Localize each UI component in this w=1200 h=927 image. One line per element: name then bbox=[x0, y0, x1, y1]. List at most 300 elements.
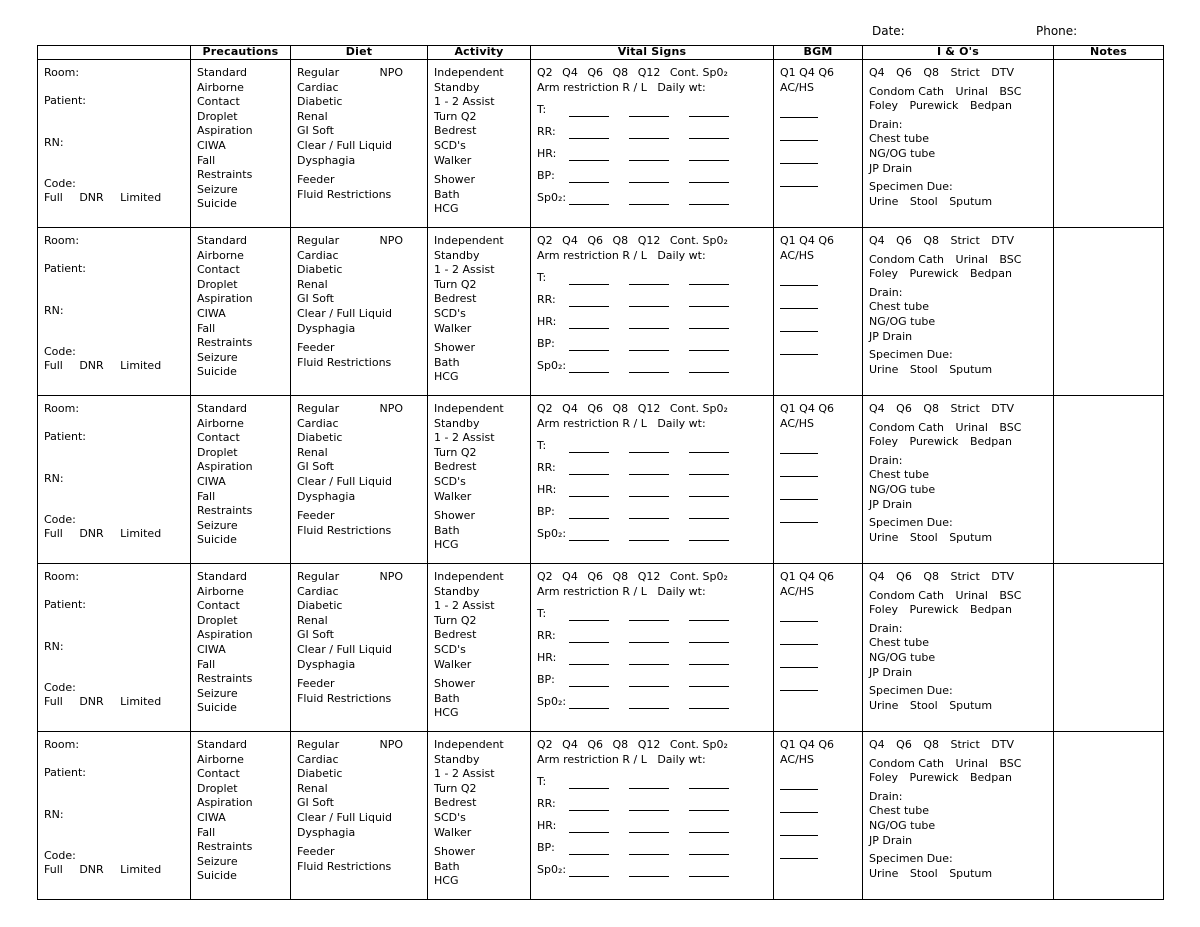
vital-row-hr[interactable] bbox=[537, 139, 769, 161]
code-option-dnr[interactable]: DNR bbox=[79, 359, 104, 373]
activity-item[interactable]: 1 - 2 Assist bbox=[434, 599, 495, 613]
io-freq-option[interactable]: Strict bbox=[950, 66, 980, 79]
bgm-freq-option[interactable]: Q4 bbox=[799, 570, 815, 583]
diet-item[interactable]: GI Soft bbox=[297, 460, 334, 474]
io-option[interactable]: Foley bbox=[869, 435, 898, 449]
activity-item[interactable]: Independent bbox=[434, 738, 504, 751]
vital-row-bp[interactable] bbox=[537, 161, 769, 183]
specimen-option[interactable]: Sputum bbox=[949, 866, 993, 880]
vital-row-spo2[interactable] bbox=[537, 855, 769, 877]
precaution-item[interactable]: Seizure bbox=[197, 350, 238, 364]
vital-freq-option[interactable]: Q2 bbox=[537, 234, 553, 247]
diet-item-npo[interactable]: NPO bbox=[379, 66, 403, 79]
specimen-option[interactable]: Urine bbox=[869, 698, 899, 712]
code-option-full[interactable]: Full bbox=[44, 191, 63, 205]
specimen-option[interactable]: Stool bbox=[909, 866, 938, 880]
diet-item[interactable]: Cardiac bbox=[297, 80, 339, 94]
diet-item[interactable]: Diabetic bbox=[297, 431, 343, 445]
activity-item[interactable]: HCG bbox=[434, 538, 459, 552]
io-freq-option[interactable]: Strict bbox=[950, 402, 980, 415]
vital-row-bp[interactable] bbox=[537, 497, 769, 519]
precaution-item[interactable]: Suicide bbox=[197, 869, 237, 883]
code-option-limited[interactable]: Limited bbox=[120, 863, 162, 877]
bgm-entry[interactable] bbox=[780, 668, 818, 691]
code-option-full[interactable]: Full bbox=[44, 863, 63, 877]
vital-row-bp[interactable] bbox=[537, 833, 769, 855]
activity-item[interactable]: 1 - 2 Assist bbox=[434, 767, 495, 781]
diet-item[interactable]: Cardiac bbox=[297, 584, 339, 598]
diet-item[interactable]: Cardiac bbox=[297, 416, 339, 430]
diet-item[interactable]: Renal bbox=[297, 781, 328, 795]
activity-item[interactable]: SCD's bbox=[434, 306, 466, 320]
activity-item[interactable]: HCG bbox=[434, 874, 459, 888]
vital-freq-option[interactable]: Q6 bbox=[587, 234, 604, 247]
bgm-entry[interactable] bbox=[780, 790, 818, 813]
drain-item[interactable]: NG/OG tube bbox=[869, 650, 936, 664]
io-option[interactable]: Foley bbox=[869, 267, 898, 281]
diet-item[interactable]: GI Soft bbox=[297, 124, 334, 138]
io-freq-option[interactable]: Strict bbox=[950, 570, 980, 583]
io-freq-option[interactable]: Q6 bbox=[896, 66, 912, 79]
bgm-entry[interactable] bbox=[780, 332, 818, 355]
precaution-item[interactable]: Aspiration bbox=[197, 292, 253, 306]
vital-row-hr[interactable] bbox=[537, 307, 769, 329]
precaution-item[interactable]: CIWA bbox=[197, 474, 226, 488]
precaution-item[interactable]: Fall bbox=[197, 489, 216, 503]
vital-row-spo2[interactable] bbox=[537, 519, 769, 541]
vital-freq-option[interactable]: Q6 bbox=[587, 570, 604, 583]
vital-freq-option[interactable]: Q2 bbox=[537, 66, 553, 79]
vital-freq-option[interactable]: Q4 bbox=[562, 66, 578, 79]
io-freq-option[interactable]: DTV bbox=[991, 66, 1014, 79]
diet-item-regular[interactable]: Regular bbox=[297, 570, 340, 583]
diet-item[interactable]: Renal bbox=[297, 445, 328, 459]
vital-freq-option[interactable]: Q8 bbox=[612, 402, 629, 415]
io-option[interactable]: Purewick bbox=[909, 603, 959, 617]
specimen-option[interactable]: Stool bbox=[909, 698, 938, 712]
precaution-item[interactable]: Droplet bbox=[197, 109, 238, 123]
activity-item[interactable]: Bedrest bbox=[434, 628, 477, 642]
precaution-item[interactable]: Contact bbox=[197, 599, 240, 613]
bgm-entry[interactable] bbox=[780, 645, 818, 668]
activity-item[interactable]: Bath bbox=[434, 187, 460, 201]
diet-item[interactable]: Clear / Full Liquid bbox=[297, 810, 392, 824]
notes-cell[interactable] bbox=[1054, 732, 1164, 900]
vital-freq-option[interactable]: Q2 bbox=[537, 570, 553, 583]
precaution-item[interactable]: Restraints bbox=[197, 336, 253, 350]
vital-row-temp[interactable] bbox=[537, 599, 769, 621]
drain-item[interactable]: JP Drain bbox=[869, 329, 913, 343]
drain-item[interactable]: JP Drain bbox=[869, 497, 913, 511]
diet-item[interactable]: Dysphagia bbox=[297, 153, 356, 167]
activity-item[interactable]: Shower bbox=[434, 677, 475, 691]
bgm-freq-option[interactable]: Q1 bbox=[780, 402, 796, 415]
diet-item[interactable]: Cardiac bbox=[297, 248, 339, 262]
drain-item[interactable]: Chest tube bbox=[869, 468, 929, 482]
code-option-dnr[interactable]: DNR bbox=[79, 863, 104, 877]
io-option[interactable]: Condom Cath bbox=[869, 756, 945, 770]
precaution-item[interactable]: Restraints bbox=[197, 504, 253, 518]
io-option[interactable]: Urinal bbox=[955, 756, 988, 770]
bgm-entry[interactable] bbox=[780, 836, 818, 859]
activity-item[interactable]: Turn Q2 bbox=[434, 277, 477, 291]
activity-item[interactable]: Standby bbox=[434, 248, 480, 262]
vital-arm-restriction[interactable]: Arm restriction R / L bbox=[537, 416, 647, 430]
bgm-freq-option[interactable]: Q1 bbox=[780, 738, 796, 751]
vital-row-spo2[interactable] bbox=[537, 351, 769, 373]
diet-item[interactable]: Dysphagia bbox=[297, 489, 356, 503]
bgm-ac-hs[interactable]: AC/HS bbox=[780, 416, 814, 430]
precaution-item[interactable]: Droplet bbox=[197, 445, 238, 459]
io-freq-option[interactable]: Q8 bbox=[923, 234, 940, 247]
activity-item[interactable]: Turn Q2 bbox=[434, 781, 477, 795]
activity-item[interactable]: 1 - 2 Assist bbox=[434, 95, 495, 109]
diet-item[interactable]: Renal bbox=[297, 277, 328, 291]
bgm-freq-option[interactable]: Q6 bbox=[818, 66, 835, 79]
code-option-full[interactable]: Full bbox=[44, 695, 63, 709]
io-option[interactable]: Bedpan bbox=[969, 267, 1012, 281]
activity-item[interactable]: Bath bbox=[434, 691, 460, 705]
io-option[interactable]: Purewick bbox=[909, 99, 959, 113]
precaution-item[interactable]: Droplet bbox=[197, 613, 238, 627]
diet-item[interactable]: Clear / Full Liquid bbox=[297, 642, 392, 656]
vital-row-rr[interactable] bbox=[537, 453, 769, 475]
vital-freq-option[interactable]: Q4 bbox=[562, 402, 578, 415]
vital-cont-spo2[interactable]: Cont. Sp0₂ bbox=[669, 66, 728, 79]
activity-item[interactable]: Walker bbox=[434, 825, 472, 839]
diet-item[interactable]: Dysphagia bbox=[297, 321, 356, 335]
precaution-item[interactable]: Fall bbox=[197, 825, 216, 839]
vital-row-hr[interactable] bbox=[537, 811, 769, 833]
vital-freq-option[interactable]: Q8 bbox=[612, 66, 629, 79]
vital-row-rr[interactable] bbox=[537, 285, 769, 307]
io-option[interactable]: Urinal bbox=[955, 84, 988, 98]
activity-item[interactable]: 1 - 2 Assist bbox=[434, 431, 495, 445]
bgm-freq-option[interactable]: Q6 bbox=[818, 738, 835, 751]
io-option[interactable]: BSC bbox=[999, 588, 1022, 602]
io-freq-option[interactable]: Q8 bbox=[923, 66, 940, 79]
vital-cont-spo2[interactable]: Cont. Sp0₂ bbox=[669, 402, 728, 415]
specimen-option[interactable]: Urine bbox=[869, 866, 899, 880]
bgm-entry[interactable] bbox=[780, 431, 818, 454]
drain-item[interactable]: Chest tube bbox=[869, 132, 929, 146]
specimen-option[interactable]: Sputum bbox=[949, 194, 993, 208]
vital-row-temp[interactable] bbox=[537, 95, 769, 117]
bgm-entry[interactable] bbox=[780, 141, 818, 164]
bgm-entry[interactable] bbox=[780, 767, 818, 790]
bgm-freq-option[interactable]: Q6 bbox=[818, 402, 835, 415]
vital-row-spo2[interactable] bbox=[537, 687, 769, 709]
activity-item[interactable]: Turn Q2 bbox=[434, 613, 477, 627]
bgm-entry[interactable] bbox=[780, 309, 818, 332]
io-freq-option[interactable]: Q8 bbox=[923, 738, 940, 751]
vital-cont-spo2[interactable]: Cont. Sp0₂ bbox=[669, 234, 728, 247]
patient-info-cell[interactable] bbox=[38, 564, 191, 732]
io-option[interactable]: Bedpan bbox=[969, 435, 1012, 449]
vital-freq-option[interactable]: Q12 bbox=[637, 738, 661, 751]
io-freq-option[interactable]: DTV bbox=[991, 402, 1014, 415]
diet-item[interactable]: Fluid Restrictions bbox=[297, 691, 392, 705]
precaution-item[interactable]: Airborne bbox=[197, 416, 244, 430]
patient-info-cell[interactable] bbox=[38, 396, 191, 564]
precaution-item[interactable]: Standard bbox=[197, 402, 248, 415]
io-freq-option[interactable]: Q6 bbox=[896, 234, 912, 247]
activity-item[interactable]: Shower bbox=[434, 509, 475, 523]
code-option-limited[interactable]: Limited bbox=[120, 527, 162, 541]
io-freq-option[interactable]: Q4 bbox=[869, 570, 885, 583]
precaution-item[interactable]: Fall bbox=[197, 657, 216, 671]
precaution-item[interactable]: Droplet bbox=[197, 781, 238, 795]
vital-row-hr[interactable] bbox=[537, 475, 769, 497]
precaution-item[interactable]: Standard bbox=[197, 234, 248, 247]
precaution-item[interactable]: Suicide bbox=[197, 701, 237, 715]
vital-row-spo2[interactable] bbox=[537, 183, 769, 205]
notes-cell[interactable] bbox=[1054, 60, 1164, 228]
diet-item[interactable]: Clear / Full Liquid bbox=[297, 138, 392, 152]
precaution-item[interactable]: CIWA bbox=[197, 810, 226, 824]
specimen-option[interactable]: Stool bbox=[909, 362, 938, 376]
precaution-item[interactable]: Standard bbox=[197, 738, 248, 751]
diet-item[interactable]: Dysphagia bbox=[297, 657, 356, 671]
precaution-item[interactable]: Seizure bbox=[197, 686, 238, 700]
io-freq-option[interactable]: Q8 bbox=[923, 402, 940, 415]
activity-item[interactable]: SCD's bbox=[434, 474, 466, 488]
drain-item[interactable]: NG/OG tube bbox=[869, 818, 936, 832]
io-option[interactable]: BSC bbox=[999, 84, 1022, 98]
io-option[interactable]: Condom Cath bbox=[869, 252, 945, 266]
specimen-option[interactable]: Sputum bbox=[949, 362, 993, 376]
io-option[interactable]: Foley bbox=[869, 603, 898, 617]
io-option[interactable]: Foley bbox=[869, 99, 898, 113]
specimen-option[interactable]: Sputum bbox=[949, 698, 993, 712]
diet-item[interactable]: Feeder bbox=[297, 509, 335, 523]
vital-daily-weight[interactable]: Daily wt: bbox=[657, 416, 706, 430]
diet-item-npo[interactable]: NPO bbox=[379, 402, 403, 415]
vital-row-temp[interactable] bbox=[537, 431, 769, 453]
patient-info-cell[interactable] bbox=[38, 60, 191, 228]
vital-freq-option[interactable]: Q8 bbox=[612, 738, 629, 751]
bgm-entry[interactable] bbox=[780, 164, 818, 187]
precaution-item[interactable]: Contact bbox=[197, 767, 240, 781]
vital-freq-option[interactable]: Q2 bbox=[537, 402, 553, 415]
precaution-item[interactable]: CIWA bbox=[197, 642, 226, 656]
vital-arm-restriction[interactable]: Arm restriction R / L bbox=[537, 752, 647, 766]
diet-item-regular[interactable]: Regular bbox=[297, 66, 340, 79]
diet-item[interactable]: Diabetic bbox=[297, 767, 343, 781]
drain-item[interactable]: JP Drain bbox=[869, 665, 913, 679]
io-option[interactable]: Bedpan bbox=[969, 771, 1012, 785]
activity-item[interactable]: Bedrest bbox=[434, 796, 477, 810]
specimen-option[interactable]: Sputum bbox=[949, 530, 993, 544]
code-option-limited[interactable]: Limited bbox=[120, 359, 162, 373]
vital-cont-spo2[interactable]: Cont. Sp0₂ bbox=[669, 570, 728, 583]
activity-item[interactable]: Standby bbox=[434, 80, 480, 94]
code-option-full[interactable]: Full bbox=[44, 359, 63, 373]
specimen-option[interactable]: Urine bbox=[869, 530, 899, 544]
vital-arm-restriction[interactable]: Arm restriction R / L bbox=[537, 584, 647, 598]
vital-cont-spo2[interactable]: Cont. Sp0₂ bbox=[669, 738, 728, 751]
bgm-freq-option[interactable]: Q6 bbox=[818, 570, 835, 583]
drain-item[interactable]: Chest tube bbox=[869, 804, 929, 818]
activity-item[interactable]: 1 - 2 Assist bbox=[434, 263, 495, 277]
precaution-item[interactable]: Suicide bbox=[197, 197, 237, 211]
vital-daily-weight[interactable]: Daily wt: bbox=[657, 80, 706, 94]
notes-cell[interactable] bbox=[1054, 396, 1164, 564]
vital-freq-option[interactable]: Q2 bbox=[537, 738, 553, 751]
precaution-item[interactable]: CIWA bbox=[197, 138, 226, 152]
diet-item[interactable]: Fluid Restrictions bbox=[297, 355, 392, 369]
bgm-freq-option[interactable]: Q4 bbox=[799, 738, 815, 751]
code-option-dnr[interactable]: DNR bbox=[79, 191, 104, 205]
drain-item[interactable]: NG/OG tube bbox=[869, 146, 936, 160]
diet-item[interactable]: Feeder bbox=[297, 677, 335, 691]
precaution-item[interactable]: Restraints bbox=[197, 840, 253, 854]
precaution-item[interactable]: Airborne bbox=[197, 80, 244, 94]
io-freq-option[interactable]: Q6 bbox=[896, 570, 912, 583]
io-option[interactable]: Purewick bbox=[909, 771, 959, 785]
diet-item[interactable]: Dysphagia bbox=[297, 825, 356, 839]
diet-item[interactable]: Fluid Restrictions bbox=[297, 187, 392, 201]
activity-item[interactable]: Turn Q2 bbox=[434, 109, 477, 123]
bgm-freq-option[interactable]: Q6 bbox=[818, 234, 835, 247]
io-freq-option[interactable]: Q6 bbox=[896, 402, 912, 415]
bgm-ac-hs[interactable]: AC/HS bbox=[780, 752, 814, 766]
activity-item[interactable]: Independent bbox=[434, 570, 504, 583]
precaution-item[interactable]: CIWA bbox=[197, 306, 226, 320]
bgm-freq-option[interactable]: Q4 bbox=[799, 234, 815, 247]
precaution-item[interactable]: Aspiration bbox=[197, 796, 253, 810]
specimen-option[interactable]: Urine bbox=[869, 362, 899, 376]
bgm-entry[interactable] bbox=[780, 286, 818, 309]
activity-item[interactable]: Walker bbox=[434, 321, 472, 335]
io-freq-option[interactable]: Q4 bbox=[869, 234, 885, 247]
vital-freq-option[interactable]: Q4 bbox=[562, 234, 578, 247]
activity-item[interactable]: HCG bbox=[434, 202, 459, 216]
bgm-entry[interactable] bbox=[780, 599, 818, 622]
io-freq-option[interactable]: Q4 bbox=[869, 402, 885, 415]
drain-item[interactable]: NG/OG tube bbox=[869, 314, 936, 328]
io-freq-option[interactable]: Q8 bbox=[923, 570, 940, 583]
diet-item[interactable]: Clear / Full Liquid bbox=[297, 306, 392, 320]
precaution-item[interactable]: Fall bbox=[197, 153, 216, 167]
activity-item[interactable]: Standby bbox=[434, 752, 480, 766]
vital-freq-option[interactable]: Q8 bbox=[612, 234, 629, 247]
diet-item-npo[interactable]: NPO bbox=[379, 234, 403, 247]
bgm-entry[interactable] bbox=[780, 95, 818, 118]
diet-item[interactable]: Feeder bbox=[297, 845, 335, 859]
io-option[interactable]: BSC bbox=[999, 252, 1022, 266]
precaution-item[interactable]: Airborne bbox=[197, 584, 244, 598]
bgm-ac-hs[interactable]: AC/HS bbox=[780, 248, 814, 262]
vital-arm-restriction[interactable]: Arm restriction R / L bbox=[537, 248, 647, 262]
activity-item[interactable]: Shower bbox=[434, 845, 475, 859]
diet-item-regular[interactable]: Regular bbox=[297, 738, 340, 751]
diet-item[interactable]: Feeder bbox=[297, 173, 335, 187]
precaution-item[interactable]: Suicide bbox=[197, 533, 237, 547]
diet-item[interactable]: GI Soft bbox=[297, 796, 334, 810]
activity-item[interactable]: Turn Q2 bbox=[434, 445, 477, 459]
precaution-item[interactable]: Restraints bbox=[197, 168, 253, 182]
io-option[interactable]: Condom Cath bbox=[869, 84, 945, 98]
bgm-freq-option[interactable]: Q4 bbox=[799, 402, 815, 415]
io-freq-option[interactable]: Q4 bbox=[869, 66, 885, 79]
io-freq-option[interactable]: Strict bbox=[950, 738, 980, 751]
precaution-item[interactable]: Standard bbox=[197, 570, 248, 583]
io-option[interactable]: Foley bbox=[869, 771, 898, 785]
bgm-freq-option[interactable]: Q4 bbox=[799, 66, 815, 79]
io-option[interactable]: Bedpan bbox=[969, 603, 1012, 617]
drain-item[interactable]: Chest tube bbox=[869, 300, 929, 314]
bgm-entry[interactable] bbox=[780, 263, 818, 286]
io-option[interactable]: Urinal bbox=[955, 588, 988, 602]
activity-item[interactable]: SCD's bbox=[434, 642, 466, 656]
io-option[interactable]: Condom Cath bbox=[869, 420, 945, 434]
activity-item[interactable]: Shower bbox=[434, 341, 475, 355]
precaution-item[interactable]: Contact bbox=[197, 263, 240, 277]
bgm-ac-hs[interactable]: AC/HS bbox=[780, 584, 814, 598]
io-option[interactable]: Purewick bbox=[909, 267, 959, 281]
bgm-freq-option[interactable]: Q1 bbox=[780, 570, 796, 583]
patient-info-cell[interactable] bbox=[38, 228, 191, 396]
diet-item[interactable]: Fluid Restrictions bbox=[297, 859, 392, 873]
vital-row-bp[interactable] bbox=[537, 665, 769, 687]
vital-freq-option[interactable]: Q6 bbox=[587, 738, 604, 751]
activity-item[interactable]: Walker bbox=[434, 489, 472, 503]
vital-row-rr[interactable] bbox=[537, 621, 769, 643]
diet-item-npo[interactable]: NPO bbox=[379, 738, 403, 751]
bgm-freq-option[interactable]: Q1 bbox=[780, 234, 796, 247]
activity-item[interactable]: HCG bbox=[434, 370, 459, 384]
activity-item[interactable]: SCD's bbox=[434, 138, 466, 152]
drain-item[interactable]: JP Drain bbox=[869, 833, 913, 847]
diet-item-npo[interactable]: NPO bbox=[379, 570, 403, 583]
precaution-item[interactable]: Aspiration bbox=[197, 460, 253, 474]
diet-item[interactable]: Feeder bbox=[297, 341, 335, 355]
io-freq-option[interactable]: DTV bbox=[991, 570, 1014, 583]
vital-freq-option[interactable]: Q12 bbox=[637, 570, 661, 583]
vital-arm-restriction[interactable]: Arm restriction R / L bbox=[537, 80, 647, 94]
vital-row-temp[interactable] bbox=[537, 263, 769, 285]
diet-item[interactable]: Clear / Full Liquid bbox=[297, 474, 392, 488]
io-option[interactable]: BSC bbox=[999, 756, 1022, 770]
io-option[interactable]: Urinal bbox=[955, 252, 988, 266]
io-option[interactable]: Purewick bbox=[909, 435, 959, 449]
vital-row-hr[interactable] bbox=[537, 643, 769, 665]
precaution-item[interactable]: Fall bbox=[197, 321, 216, 335]
vital-row-rr[interactable] bbox=[537, 789, 769, 811]
precaution-item[interactable]: Contact bbox=[197, 431, 240, 445]
vital-freq-option[interactable]: Q8 bbox=[612, 570, 629, 583]
vital-freq-option[interactable]: Q4 bbox=[562, 570, 578, 583]
diet-item[interactable]: Cardiac bbox=[297, 752, 339, 766]
precaution-item[interactable]: Aspiration bbox=[197, 628, 253, 642]
precaution-item[interactable]: Droplet bbox=[197, 277, 238, 291]
activity-item[interactable]: Walker bbox=[434, 657, 472, 671]
activity-item[interactable]: Bath bbox=[434, 523, 460, 537]
vital-freq-option[interactable]: Q6 bbox=[587, 402, 604, 415]
diet-item[interactable]: Fluid Restrictions bbox=[297, 523, 392, 537]
diet-item[interactable]: Renal bbox=[297, 109, 328, 123]
activity-item[interactable]: SCD's bbox=[434, 810, 466, 824]
vital-freq-option[interactable]: Q6 bbox=[587, 66, 604, 79]
precaution-item[interactable]: Seizure bbox=[197, 182, 238, 196]
vital-daily-weight[interactable]: Daily wt: bbox=[657, 584, 706, 598]
specimen-option[interactable]: Stool bbox=[909, 194, 938, 208]
vital-daily-weight[interactable]: Daily wt: bbox=[657, 752, 706, 766]
bgm-entry[interactable] bbox=[780, 454, 818, 477]
diet-item[interactable]: Diabetic bbox=[297, 263, 343, 277]
vital-freq-option[interactable]: Q4 bbox=[562, 738, 578, 751]
